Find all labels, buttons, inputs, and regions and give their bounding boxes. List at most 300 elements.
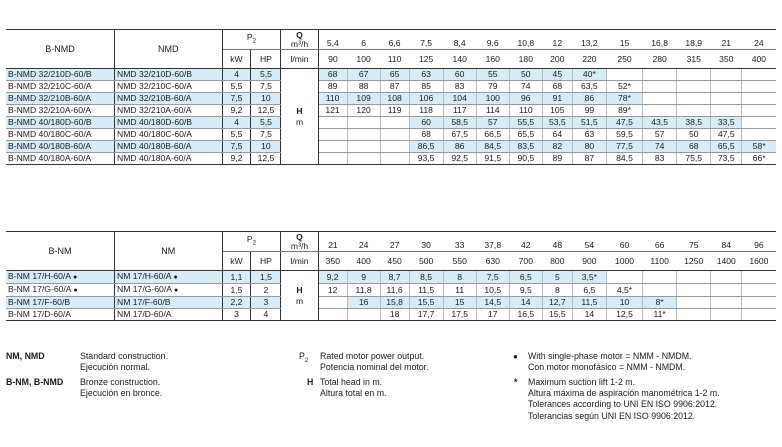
head-value: 77,5 xyxy=(606,141,642,153)
head-value: 78* xyxy=(606,93,642,105)
head-value: 4,5* xyxy=(606,284,642,297)
head-value xyxy=(711,105,742,117)
head-value: 91,5 xyxy=(476,153,509,165)
head-value xyxy=(643,284,677,297)
model-standard: NM 17/F-60/B xyxy=(115,297,222,309)
flow-m3h-value: 6,6 xyxy=(380,30,409,50)
head-value: 67 xyxy=(347,69,380,81)
head-value: 59,5 xyxy=(606,129,642,141)
flow-m3h-value: 84 xyxy=(711,232,742,252)
head-value: 86 xyxy=(572,93,606,105)
performance-table-nm xyxy=(6,231,776,321)
flow-lmin-value: 700 xyxy=(509,252,542,271)
head-value: 16,5 xyxy=(509,309,542,321)
head-value: 104 xyxy=(443,93,476,105)
head-value xyxy=(677,81,711,93)
head-value: 11,8 xyxy=(347,284,380,297)
single-phase-dot-icon: ● xyxy=(73,287,78,294)
flow-lmin-value: 250 xyxy=(606,50,642,69)
power-hp: 1,5 xyxy=(251,271,281,284)
power-kw: 1,5 xyxy=(222,284,251,297)
head-value: 89 xyxy=(542,153,572,165)
table-row xyxy=(6,129,776,141)
flow-m3h-value: 54 xyxy=(572,232,606,252)
model-standard: NMD 40/180A-60/A xyxy=(115,153,222,165)
flow-lmin-value: 200 xyxy=(542,50,572,69)
table-row xyxy=(6,69,776,81)
head-value: 43,5 xyxy=(643,117,677,129)
head-value xyxy=(643,271,677,284)
head-value: 8,5 xyxy=(409,271,443,284)
model-bronze: B-NMD 40/180C-60/A xyxy=(6,129,115,141)
flow-m3h-value: 10,8 xyxy=(509,30,542,50)
flow-lmin-value: 350 xyxy=(318,252,347,271)
model-bronze: B-NM 17/F-60/B xyxy=(6,297,115,309)
head-value: 8 xyxy=(542,284,572,297)
head-value: 3,5* xyxy=(572,271,606,284)
head-value xyxy=(318,297,347,309)
model-bronze: B-NMD 40/180D-60/B xyxy=(6,117,115,129)
model-bronze: B-NMD 40/180A-60/A xyxy=(6,153,115,165)
head-value xyxy=(742,129,776,141)
power-hp: 12,5 xyxy=(251,105,281,117)
power-hp: 7,5 xyxy=(251,129,281,141)
head-value: 84,5 xyxy=(606,153,642,165)
power-kw: 7,5 xyxy=(222,141,251,153)
head-value xyxy=(742,69,776,81)
head-value: 12 xyxy=(318,284,347,297)
flow-header: Q m³/h xyxy=(281,30,318,50)
flow-m3h-value: 7,5 xyxy=(409,30,443,50)
model-standard: NM 17/G-60/A ● xyxy=(115,284,222,297)
flow-m3h-value: 6 xyxy=(347,30,380,50)
flow-m3h-value: 12 xyxy=(542,30,572,50)
table-row xyxy=(6,297,776,309)
flow-lmin-value: 550 xyxy=(443,252,476,271)
head-value: 38,5 xyxy=(677,117,711,129)
head-value: 68 xyxy=(677,141,711,153)
flow-lmin-value: 140 xyxy=(443,50,476,69)
head-value: 6,5 xyxy=(509,271,542,284)
power-hp: 10 xyxy=(251,141,281,153)
head-value: 83 xyxy=(443,81,476,93)
flow-m3h-value: 15 xyxy=(606,30,642,50)
table-row xyxy=(6,93,776,105)
model-column-header-standard: NMD xyxy=(115,30,222,69)
head-value: 60 xyxy=(443,69,476,81)
head-value: 108 xyxy=(380,93,409,105)
flow-m3h-value: 66 xyxy=(643,232,677,252)
flow-m3h-value: 5,4 xyxy=(318,30,347,50)
head-value xyxy=(606,69,642,81)
head-value xyxy=(677,105,711,117)
head-value: 12,7 xyxy=(542,297,572,309)
flow-lmin-value: 900 xyxy=(572,252,606,271)
head-label: H m xyxy=(281,69,318,165)
head-value: 5 xyxy=(542,271,572,284)
head-value: 106 xyxy=(409,93,443,105)
head-value: 66* xyxy=(742,153,776,165)
power-kw: 1,1 xyxy=(222,271,251,284)
table-row xyxy=(6,271,776,284)
head-value xyxy=(643,93,677,105)
power-kw: 2,2 xyxy=(222,297,251,309)
unit-lmin: l/min xyxy=(281,252,318,271)
head-value xyxy=(677,309,711,321)
head-value: 83,5 xyxy=(509,141,542,153)
model-standard: NMD 40/180D-60/B xyxy=(115,117,222,129)
head-value: 63 xyxy=(409,69,443,81)
head-value: 57 xyxy=(643,129,677,141)
head-value: 47,5 xyxy=(711,129,742,141)
head-value: 50 xyxy=(677,129,711,141)
flow-m3h-value: 75 xyxy=(677,232,711,252)
head-value: 109 xyxy=(347,93,380,105)
head-value xyxy=(643,105,677,117)
head-value xyxy=(318,117,347,129)
unit-kw: kW xyxy=(222,50,251,69)
power-hp: 5,5 xyxy=(251,69,281,81)
head-value: 11 xyxy=(443,284,476,297)
head-value: 14,5 xyxy=(476,297,509,309)
model-column-header-bronze: B-NMD xyxy=(6,30,115,69)
flow-lmin-value: 1600 xyxy=(742,252,776,271)
head-value: 60 xyxy=(409,117,443,129)
flow-lmin-value: 450 xyxy=(380,252,409,271)
flow-lmin-value: 125 xyxy=(409,50,443,69)
flow-m3h-value: 60 xyxy=(606,232,642,252)
model-standard: NM 17/H-60/A ● xyxy=(115,271,222,284)
single-phase-dot-icon: ● xyxy=(73,274,78,281)
head-value: 73,5 xyxy=(711,153,742,165)
head-value: 88 xyxy=(347,81,380,93)
legend-bronze-construction: Bronze construction. Ejecución en bronce. xyxy=(80,377,163,399)
flow-lmin-value: 220 xyxy=(572,50,606,69)
single-phase-dot-icon: ● xyxy=(173,287,179,294)
head-value xyxy=(380,153,409,165)
head-value: 53,5 xyxy=(542,117,572,129)
head-value xyxy=(742,93,776,105)
head-value xyxy=(711,309,742,321)
model-standard: NM 17/D-60/A xyxy=(115,309,222,321)
head-value: 105 xyxy=(542,105,572,117)
head-value: 90,5 xyxy=(509,153,542,165)
flow-m3h-value: 48 xyxy=(542,232,572,252)
head-value: 8,7 xyxy=(380,271,409,284)
power-kw: 5,5 xyxy=(222,81,251,93)
head-value xyxy=(742,81,776,93)
head-value: 15,5 xyxy=(409,297,443,309)
head-value: 110 xyxy=(318,93,347,105)
head-value: 65 xyxy=(380,69,409,81)
head-value: 14 xyxy=(509,297,542,309)
head-value: 64 xyxy=(542,129,572,141)
table-row xyxy=(6,153,776,165)
power-header: $P_2$ xyxy=(222,30,281,50)
head-value: 89* xyxy=(606,105,642,117)
head-value: 92,5 xyxy=(443,153,476,165)
legend-key-h: H xyxy=(307,377,314,387)
model-column-header-standard: NM xyxy=(115,232,222,271)
head-value: 51,5 xyxy=(572,117,606,129)
head-value xyxy=(380,117,409,129)
head-value: 12,5 xyxy=(606,309,642,321)
flow-m3h-value: 16,8 xyxy=(643,30,677,50)
legend xyxy=(6,351,776,443)
model-bronze: B-NM 17/H-60/A ● xyxy=(6,271,115,284)
head-value: 67,5 xyxy=(443,129,476,141)
head-value: 15 xyxy=(443,297,476,309)
head-value: 68 xyxy=(409,129,443,141)
head-value: 55,5 xyxy=(509,117,542,129)
flow-lmin-value: 315 xyxy=(677,50,711,69)
asterisk-icon: * xyxy=(514,377,518,387)
head-value: 114 xyxy=(476,105,509,117)
power-kw: 3 xyxy=(222,309,251,321)
head-value: 63 xyxy=(572,129,606,141)
flow-m3h-value: 24 xyxy=(742,30,776,50)
table-row xyxy=(6,141,776,153)
head-value xyxy=(711,93,742,105)
power-kw: 4 xyxy=(222,117,251,129)
flow-lmin-value: 350 xyxy=(711,50,742,69)
head-value xyxy=(347,309,380,321)
flow-lmin-value: 400 xyxy=(347,252,380,271)
unit-kw: kW xyxy=(222,252,251,271)
head-value: 121 xyxy=(318,105,347,117)
head-value xyxy=(677,271,711,284)
single-phase-dot-icon: ● xyxy=(513,352,518,361)
head-value: 17,7 xyxy=(409,309,443,321)
flow-lmin-value: 500 xyxy=(409,252,443,271)
model-column-header-bronze: B-NM xyxy=(6,232,115,271)
unit-hp: HP xyxy=(251,252,281,271)
head-value xyxy=(318,141,347,153)
head-value: 87 xyxy=(572,153,606,165)
head-value xyxy=(742,105,776,117)
model-standard: NMD 40/180C-60/A xyxy=(115,129,222,141)
head-value: 110 xyxy=(509,105,542,117)
head-value: 15,8 xyxy=(380,297,409,309)
head-value: 17,5 xyxy=(443,309,476,321)
head-value xyxy=(742,309,776,321)
head-value: 10 xyxy=(606,297,642,309)
head-value xyxy=(742,284,776,297)
flow-m3h-value: 37,8 xyxy=(476,232,509,252)
head-value xyxy=(742,117,776,129)
flow-m3h-value: 33 xyxy=(443,232,476,252)
head-value xyxy=(380,141,409,153)
head-value: 117 xyxy=(443,105,476,117)
head-value: 8 xyxy=(443,271,476,284)
flow-header: Q m³/h xyxy=(281,232,318,252)
power-header: $P_2$ xyxy=(222,232,281,252)
flow-lmin-value: 800 xyxy=(542,252,572,271)
head-value: 100 xyxy=(476,93,509,105)
head-value xyxy=(711,271,742,284)
head-value xyxy=(677,284,711,297)
head-value: 87 xyxy=(380,81,409,93)
flow-m3h-value: 96 xyxy=(742,232,776,252)
head-value: 6,5 xyxy=(572,284,606,297)
power-kw: 9,2 xyxy=(222,105,251,117)
legend-h-description: Total head in m. Altura total en m. xyxy=(320,377,387,399)
head-value xyxy=(643,69,677,81)
head-value: 74 xyxy=(643,141,677,153)
legend-standard-construction: Standard construction. Ejecución normal. xyxy=(80,351,169,373)
head-value: 11* xyxy=(643,309,677,321)
head-value: 50 xyxy=(509,69,542,81)
head-value: 86,5 xyxy=(409,141,443,153)
model-bronze: B-NMD 40/180B-60/A xyxy=(6,141,115,153)
power-hp: 12,5 xyxy=(251,153,281,165)
model-standard: NMD 32/210B-60/A xyxy=(115,93,222,105)
table-row xyxy=(6,81,776,93)
single-phase-dot-icon: ● xyxy=(173,274,178,281)
model-bronze: B-NM 17/G-60/A ● xyxy=(6,284,115,297)
head-value xyxy=(347,141,380,153)
power-hp: 4 xyxy=(251,309,281,321)
head-value: 15,5 xyxy=(542,309,572,321)
model-standard: NMD 32/210A-60/A xyxy=(115,105,222,117)
head-value: 11,5 xyxy=(572,297,606,309)
model-bronze: B-NM 17/D-60/A xyxy=(6,309,115,321)
head-value: 17 xyxy=(476,309,509,321)
head-value xyxy=(347,153,380,165)
head-value: 83 xyxy=(643,153,677,165)
legend-single-phase: With single-phase motor = NMM - NMDM. Con motor monofásico = NMM - NMDM. xyxy=(528,351,692,373)
head-value: 91 xyxy=(542,93,572,105)
head-value: 9,5 xyxy=(509,284,542,297)
flow-m3h-value: 8,4 xyxy=(443,30,476,50)
head-value: 63,5 xyxy=(572,81,606,93)
head-value: 89 xyxy=(318,81,347,93)
head-value xyxy=(677,297,711,309)
power-kw: 4 xyxy=(222,69,251,81)
head-value xyxy=(318,309,347,321)
table-row xyxy=(6,284,776,297)
flow-lmin-value: 100 xyxy=(347,50,380,69)
head-value xyxy=(643,81,677,93)
power-hp: 10 xyxy=(251,93,281,105)
unit-lmin: l/min xyxy=(281,50,318,69)
power-kw: 7,5 xyxy=(222,93,251,105)
performance-table-nmd xyxy=(6,29,776,165)
flow-lmin-value: 280 xyxy=(643,50,677,69)
flow-m3h-value: 18,9 xyxy=(677,30,711,50)
head-value: 79 xyxy=(476,81,509,93)
legend-key-p2: $P_2$ xyxy=(299,351,309,364)
head-value: 11,6 xyxy=(380,284,409,297)
head-value: 96 xyxy=(509,93,542,105)
head-value: 65,5 xyxy=(509,129,542,141)
head-value xyxy=(347,117,380,129)
flow-m3h-value: 27 xyxy=(380,232,409,252)
model-bronze: B-NMD 32/210A-60/A xyxy=(6,105,115,117)
head-value: 68 xyxy=(542,81,572,93)
head-value: 66,5 xyxy=(476,129,509,141)
head-value: 57 xyxy=(476,117,509,129)
head-value: 18 xyxy=(380,309,409,321)
head-value xyxy=(742,271,776,284)
head-value: 118 xyxy=(409,105,443,117)
head-value: 8* xyxy=(643,297,677,309)
flow-m3h-value: 30 xyxy=(409,232,443,252)
head-value xyxy=(742,297,776,309)
flow-m3h-value: 9,6 xyxy=(476,30,509,50)
flow-m3h-value: 42 xyxy=(509,232,542,252)
head-value xyxy=(677,69,711,81)
flow-m3h-value: 24 xyxy=(347,232,380,252)
head-value: 120 xyxy=(347,105,380,117)
head-value: 33,5 xyxy=(711,117,742,129)
head-value xyxy=(711,81,742,93)
model-bronze: B-NMD 32/210C-60/A xyxy=(6,81,115,93)
head-value xyxy=(711,284,742,297)
head-value: 10,5 xyxy=(476,284,509,297)
head-value: 119 xyxy=(380,105,409,117)
model-bronze: B-NMD 32/210B-60/A xyxy=(6,93,115,105)
head-value: 86 xyxy=(443,141,476,153)
header-row-flow-m3h xyxy=(6,232,776,252)
head-value: 55 xyxy=(476,69,509,81)
head-value: 16 xyxy=(347,297,380,309)
model-standard: NMD 32/210C-60/A xyxy=(115,81,222,93)
power-kw: 5,5 xyxy=(222,129,251,141)
head-value: 40* xyxy=(572,69,606,81)
flow-m3h-value: 21 xyxy=(711,30,742,50)
flow-lmin-value: 180 xyxy=(509,50,542,69)
head-value: 93,5 xyxy=(409,153,443,165)
flow-lmin-value: 630 xyxy=(476,252,509,271)
power-hp: 5,5 xyxy=(251,117,281,129)
model-standard: NMD 40/180B-60/A xyxy=(115,141,222,153)
legend-key-bronze: B-NM, B-NMD xyxy=(6,377,64,387)
head-value: 9,2 xyxy=(318,271,347,284)
head-value: 45 xyxy=(542,69,572,81)
power-hp: 7,5 xyxy=(251,81,281,93)
head-value xyxy=(677,93,711,105)
head-value: 82 xyxy=(542,141,572,153)
flow-lmin-value: 90 xyxy=(318,50,347,69)
table-row xyxy=(6,309,776,321)
legend-suction-lift: Maximum suction lift 1-2 m. Altura máxima de aspiración manométrica 1-2 m. Tolerances according to UNI EN ISO 9906:2012. Tolerancias según UNI EN ISO 9906:2012. xyxy=(528,377,720,421)
head-value xyxy=(347,129,380,141)
head-value: 14 xyxy=(572,309,606,321)
head-value: 80 xyxy=(572,141,606,153)
head-value: 84,5 xyxy=(476,141,509,153)
flow-lmin-value: 1000 xyxy=(606,252,642,271)
head-value: 58,5 xyxy=(443,117,476,129)
head-value: 99 xyxy=(572,105,606,117)
head-value: 11,5 xyxy=(409,284,443,297)
legend-key-nm-nmd: NM, NMD xyxy=(6,351,45,361)
flow-lmin-value: 400 xyxy=(742,50,776,69)
flow-m3h-value: 21 xyxy=(318,232,347,252)
head-value xyxy=(711,69,742,81)
power-kw: 9,2 xyxy=(222,153,251,165)
table-row xyxy=(6,105,776,117)
head-value xyxy=(318,153,347,165)
model-bronze: B-NMD 32/210D-60/B xyxy=(6,69,115,81)
head-value: 75,5 xyxy=(677,153,711,165)
head-value xyxy=(711,297,742,309)
head-value: 85 xyxy=(409,81,443,93)
head-value: 58* xyxy=(742,141,776,153)
header-row-flow-m3h xyxy=(6,30,776,50)
table-row xyxy=(6,117,776,129)
flow-lmin-value: 1100 xyxy=(643,252,677,271)
